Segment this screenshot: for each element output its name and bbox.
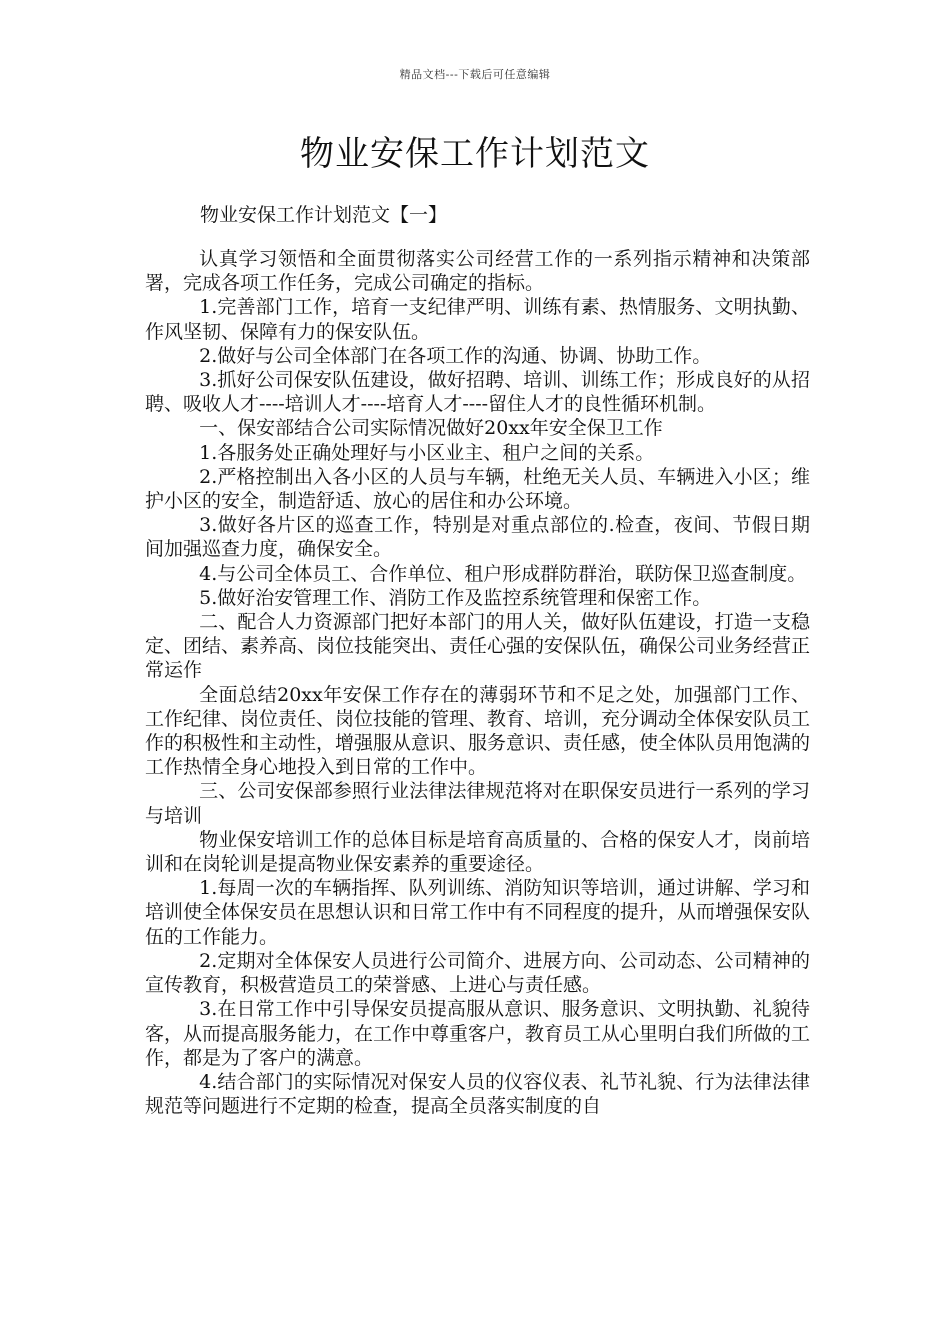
paragraph: 3.在日常工作中引导保安员提高服从意识、服务意识、文明执勤、礼貌待客，从而提高服务能力，在工作中尊重客户，教育员工从心里明白我们所做的工作，都是为了客户的满意。 [145, 998, 811, 1069]
document-title: 物业安保工作计划范文 [300, 134, 650, 174]
paragraph: 全面总结20xx年安保工作存在的薄弱环节和不足之处，加强部门工作、工作纪律、岗位责任、岗位技能的管理、教育、培训，充分调动全体保安队员工作的积极性和主动性，增强服从意识、服务意识、责任感，使全体队员用饱满的工作热情全身心地投入到日常的工作中。 [145, 683, 811, 779]
paragraph: 1.各服务处正确处理好与小区业主、租户之间的关系。 [199, 441, 655, 464]
paragraph: 4.与公司全体员工、合作单位、租户形成群防群治，联防保卫巡查制度。 [199, 562, 807, 585]
paragraph: 1.完善部门工作，培育一支纪律严明、训练有素、热情服务、文明执勤、作风坚韧、保障有力的保安队伍。 [145, 296, 810, 343]
paragraph: 3.做好各片区的巡查工作，特别是对重点部位的.检查，夜间、节假日期间加强巡查力度，确保安全。 [145, 514, 810, 561]
section-heading: 三、公司安保部参照行业法律法律规范将对在职保安员进行一系列的学习与培训 [145, 780, 810, 827]
paragraph: 2.做好与公司全体部门在各项工作的沟通、协调、协助工作。 [199, 344, 712, 367]
section-heading: 一、保安部结合公司实际情况做好20xx年安全保卫工作 [199, 417, 663, 440]
paragraph: 2.定期对全体保安人员进行公司简介、进展方向、公司动态、公司精神的宣传教育，积极营造员工的荣誉感、上进心与责任感。 [145, 949, 810, 997]
paragraph: 1.每周一次的车辆指挥、队列训练、消防知识等培训，通过讲解、学习和培训使全体保安员在思想认识和日常工作中有不同程度的提升，从而增强保安队伍的工作能力。 [145, 877, 811, 948]
section-heading: 二、配合人力资源部门把好本部门的用人关，做好队伍建设，打造一支稳定、团结、素养高、岗位技能突出、责任心强的安保队伍，确保公司业务经营正常运作 [145, 611, 811, 682]
paragraph: 2.严格控制出入各小区的人员与车辆，杜绝无关人员、车辆进入小区；维护小区的安全，制造舒适、放心的居住和办公环境。 [145, 465, 810, 513]
document-subtitle: 物业安保工作计划范文【一】 [200, 204, 448, 226]
paragraph: 5.做好治安管理工作、消防工作及监控系统管理和保密工作。 [199, 586, 712, 609]
page-header-note: 精品文档---下载后可任意编辑 [399, 68, 551, 81]
paragraph: 认真学习领悟和全面贯彻落实公司经营工作的一系列指示精神和决策部署，完成各项工作任务，完成公司确定的指标。 [145, 248, 810, 295]
paragraph: 物业保安培训工作的总体目标是培育高质量的、合格的保安人才，岗前培训和在岗轮训是提高物业保安素养的重要途径。 [145, 828, 810, 876]
paragraph: 4.结合部门的实际情况对保安人员的仪容仪表、礼节礼貌、行为法律法律规范等问题进行不定期的检查，提高全员落实制度的自 [145, 1070, 810, 1118]
document-body [145, 247, 810, 1118]
paragraph: 3.抓好公司保安队伍建设，做好招聘、培训、训练工作；形成良好的从招聘、吸收人才----培训人才----培育人才----留住人才的良性循环机制。 [145, 369, 810, 416]
